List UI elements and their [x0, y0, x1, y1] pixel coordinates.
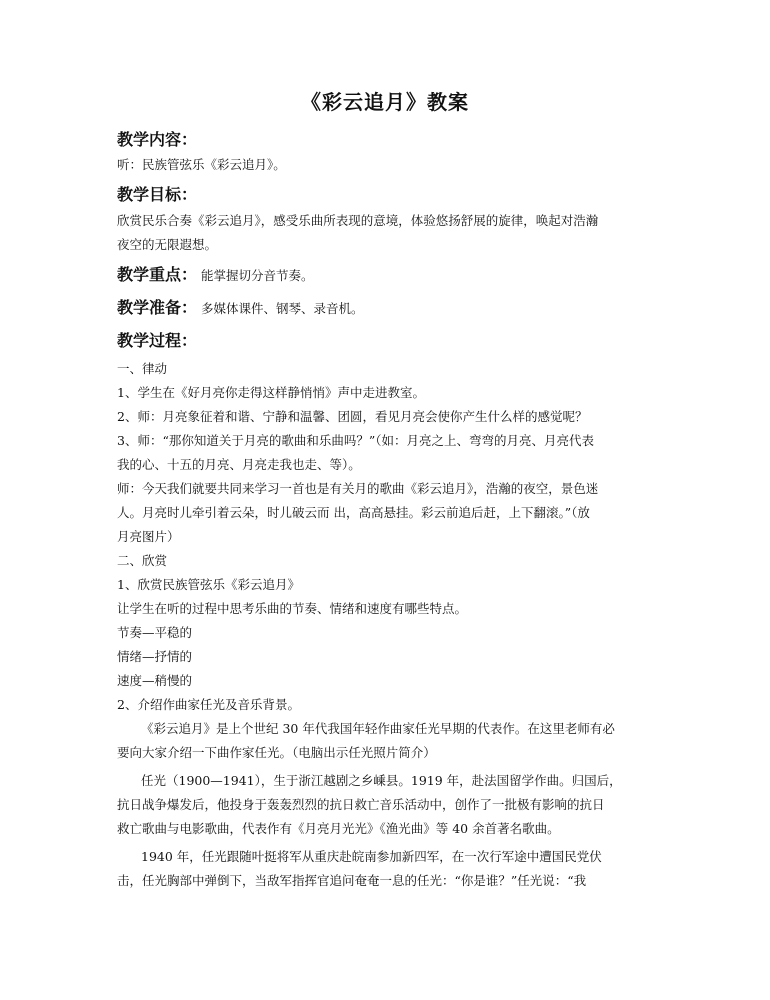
process-line: 一、律动 [117, 361, 168, 376]
section-heading-goal: 教学目标： [117, 185, 198, 204]
process-line: 我的心、十五的月亮、月亮走我也走、等）。 [117, 457, 361, 472]
section-heading-process: 教学过程： [117, 331, 198, 350]
goal-text-line: 欣赏民乐合奏《彩云追月》，感受乐曲所表现的意境，体验悠扬舒展的旋律，唤起对浩瀚 [117, 213, 599, 228]
process-line: 师：今天我们就要共同来学习一首也是有关月的歌曲《彩云追月》，浩瀚的夜空，景色迷 [117, 481, 599, 496]
paragraph-line: 击，任光胸部中弹倒下，当敌军指挥官追问奄奄一息的任光：“你是谁？”任光说：“我 [117, 873, 587, 888]
process-line: 1、学生在《好月亮你走得这样静悄悄》声中走进教室。 [117, 385, 425, 400]
key-heading-label: 教学重点： [117, 265, 198, 284]
section-heading-content: 教学内容： [117, 130, 198, 149]
prep-text: 多媒体课件、钢琴、录音机。 [201, 301, 364, 316]
section-heading-prep [117, 295, 364, 318]
process-line: 节奏—平稳的 [117, 625, 193, 640]
process-line: 人。月亮时儿牵引着云朵，时儿破云而 出，高高悬挂。彩云前追后赶，上下翻滚。”（放 [117, 505, 590, 520]
paragraph-line: 任光（1900—1941），生于浙江越剧之乡嵊县。1919 年，赴法国留学作曲。归国后， [141, 773, 622, 788]
paragraph-line: 救亡歌曲与电影歌曲，代表作有《月亮月光光》《渔光曲》等 40 余首著名歌曲。 [117, 821, 560, 836]
process-line: 3、师：“那你知道关于月亮的歌曲和乐曲吗？”（如：月亮之上、弯弯的月亮、月亮代表 [117, 433, 594, 448]
goal-text-line: 夜空的无限遐想。 [117, 237, 218, 252]
key-text: 能掌握切分音节奏。 [201, 268, 314, 283]
prep-heading-label: 教学准备： [117, 298, 198, 317]
section-heading-key [117, 262, 314, 285]
process-line: 让学生在听的过程中思考乐曲的节奏、情绪和速度有哪些特点。 [117, 601, 468, 616]
process-line: 月亮图片） [117, 529, 180, 544]
process-line: 2、师：月亮象征着和谐、宁静和温馨、团圆，看见月亮会使你产生什么样的感觉呢？ [117, 409, 588, 424]
document-title: 《彩云追月》教案 [301, 90, 469, 114]
process-line: 二、欣赏 [117, 553, 168, 568]
process-line: 情绪—抒情的 [117, 649, 193, 664]
process-line: 2、介绍作曲家任光及音乐背景。 [117, 697, 300, 712]
paragraph-line: 要向大家介绍一下曲作家任光。（电脑出示任光照片简介） [117, 745, 436, 760]
paragraph-line: 抗日战争爆发后，他投身于轰轰烈烈的抗日救亡音乐活动中，创作了一批极有影响的抗日 [117, 797, 605, 812]
process-line: 速度—稍慢的 [117, 673, 193, 688]
process-line: 1、欣赏民族管弦乐《彩云追月》 [117, 577, 300, 592]
paragraph-line: 《彩云追月》是上个世纪 30 年代我国年轻作曲家任光早期的代表作。在这里老师有必 [141, 721, 615, 736]
content-text: 听：民族管弦乐《彩云追月》。 [117, 157, 286, 172]
paragraph-line: 1940 年，任光跟随叶挺将军从重庆赴皖南参加新四军，在一次行军途中遭国民党伏 [141, 849, 602, 864]
